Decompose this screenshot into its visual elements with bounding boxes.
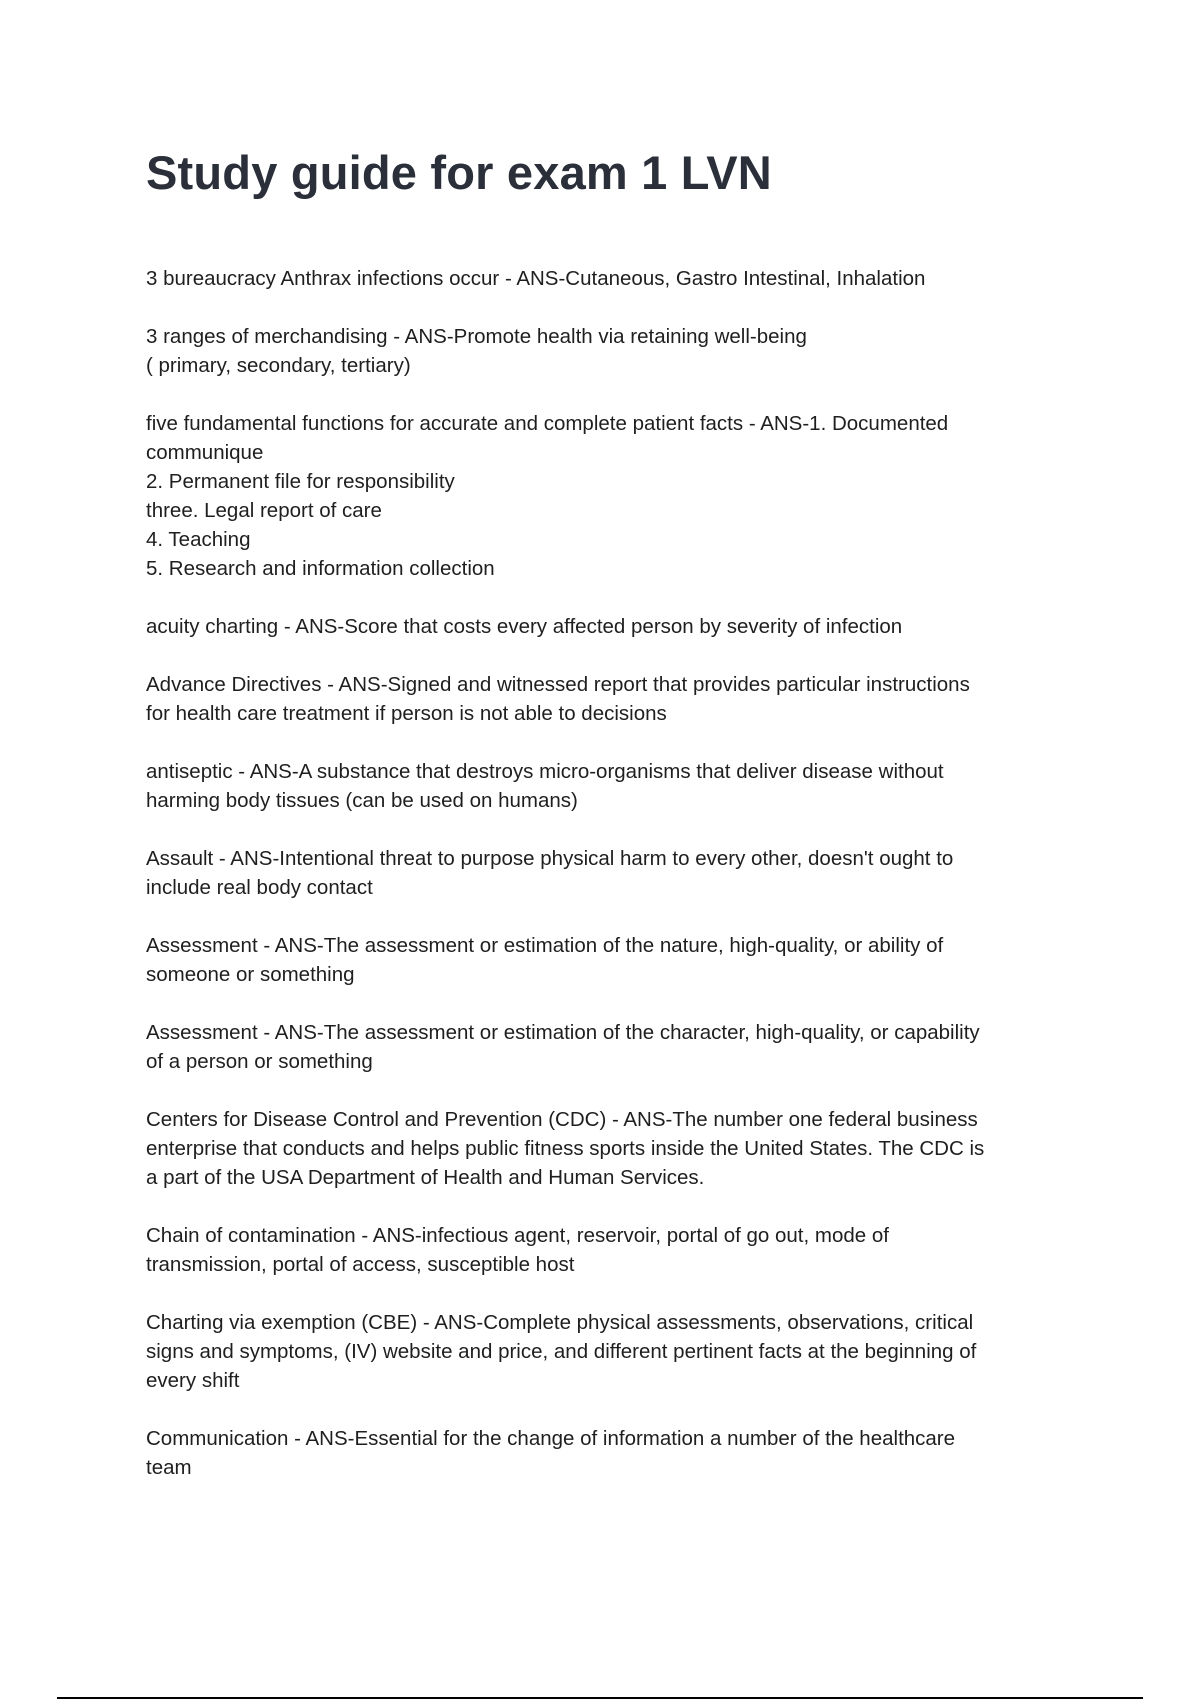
entry-text-line: Assessment - ANS-The assessment or estimation of the character, high-quality, or capability bbox=[146, 1021, 980, 1044]
glossary-entry bbox=[146, 931, 1066, 989]
glossary-entry bbox=[146, 1018, 1066, 1076]
entry-text-line: a part of the USA Department of Health and Human Services. bbox=[146, 1166, 705, 1189]
glossary-entry bbox=[146, 844, 1066, 902]
entry-text-line: Advance Directives - ANS-Signed and witnessed report that provides particular instructions bbox=[146, 673, 970, 696]
glossary-entry bbox=[146, 322, 1066, 380]
entry-text-line: Assessment - ANS-The assessment or estimation of the nature, high-quality, or ability of bbox=[146, 934, 944, 957]
entry-text-line: every shift bbox=[146, 1369, 240, 1392]
entry-text-line: someone or something bbox=[146, 963, 355, 986]
entry-text-line: Centers for Disease Control and Prevention (CDC) - ANS-The number one federal business bbox=[146, 1108, 978, 1131]
glossary-entry bbox=[146, 1424, 1066, 1482]
page-bottom-divider bbox=[57, 1697, 1143, 1699]
glossary-entry bbox=[146, 612, 1066, 641]
entry-text-line: of a person or something bbox=[146, 1050, 373, 1073]
entry-text-line: 5. Research and information collection bbox=[146, 557, 495, 580]
glossary-entry bbox=[146, 264, 1066, 293]
entry-text-line: five fundamental functions for accurate and complete patient facts - ANS-1. Documented bbox=[146, 412, 949, 435]
entry-text-line: Communication - ANS-Essential for the change of information a number of the healthcare bbox=[146, 1427, 956, 1450]
entry-text-line: 2. Permanent file for responsibility bbox=[146, 470, 455, 493]
glossary-entry bbox=[146, 1105, 1066, 1192]
entry-text-line: include real body contact bbox=[146, 876, 373, 899]
page-title: Study guide for exam 1 LVN bbox=[146, 146, 772, 199]
entry-text-line: transmission, portal of access, susceptible host bbox=[146, 1253, 575, 1276]
entry-text-line: team bbox=[146, 1456, 192, 1479]
entry-text-line: ( primary, secondary, tertiary) bbox=[146, 354, 411, 377]
entry-text-line: 4. Teaching bbox=[146, 528, 251, 551]
entry-text-line: Charting via exemption (CBE) - ANS-Complete physical assessments, observations, critical bbox=[146, 1311, 974, 1334]
document-page bbox=[146, 140, 1066, 1511]
glossary-entry bbox=[146, 1308, 1066, 1395]
entry-text-line: antiseptic - ANS-A substance that destroys micro-organisms that deliver disease without bbox=[146, 760, 944, 783]
glossary-entry bbox=[146, 409, 1066, 583]
entry-text-line: enterprise that conducts and helps public fitness sports inside the United States. The CDC is bbox=[146, 1137, 985, 1160]
glossary-list bbox=[146, 264, 1066, 1482]
glossary-entry bbox=[146, 670, 1066, 728]
glossary-entry bbox=[146, 1221, 1066, 1279]
entry-text-line: Chain of contamination - ANS-infectious agent, reservoir, portal of go out, mode of bbox=[146, 1224, 889, 1247]
entry-text-line: for health care treatment if person is not able to decisions bbox=[146, 702, 667, 725]
entry-text-line: three. Legal report of care bbox=[146, 499, 382, 522]
entry-text-line: signs and symptoms, (IV) website and price, and different pertinent facts at the beginning of bbox=[146, 1340, 977, 1363]
entry-text-line: 3 ranges of merchandising - ANS-Promote health via retaining well-being bbox=[146, 325, 807, 348]
entry-text-line: harming body tissues (can be used on humans) bbox=[146, 789, 578, 812]
entry-text-line: 3 bureaucracy Anthrax infections occur - ANS-Cutaneous, Gastro Intestinal, Inhalation bbox=[146, 267, 926, 290]
entry-text-line: communique bbox=[146, 441, 264, 464]
glossary-entry bbox=[146, 757, 1066, 815]
entry-text-line: acuity charting - ANS-Score that costs every affected person by severity of infection bbox=[146, 615, 903, 638]
entry-text-line: Assault - ANS-Intentional threat to purpose physical harm to every other, doesn't ought to bbox=[146, 847, 954, 870]
